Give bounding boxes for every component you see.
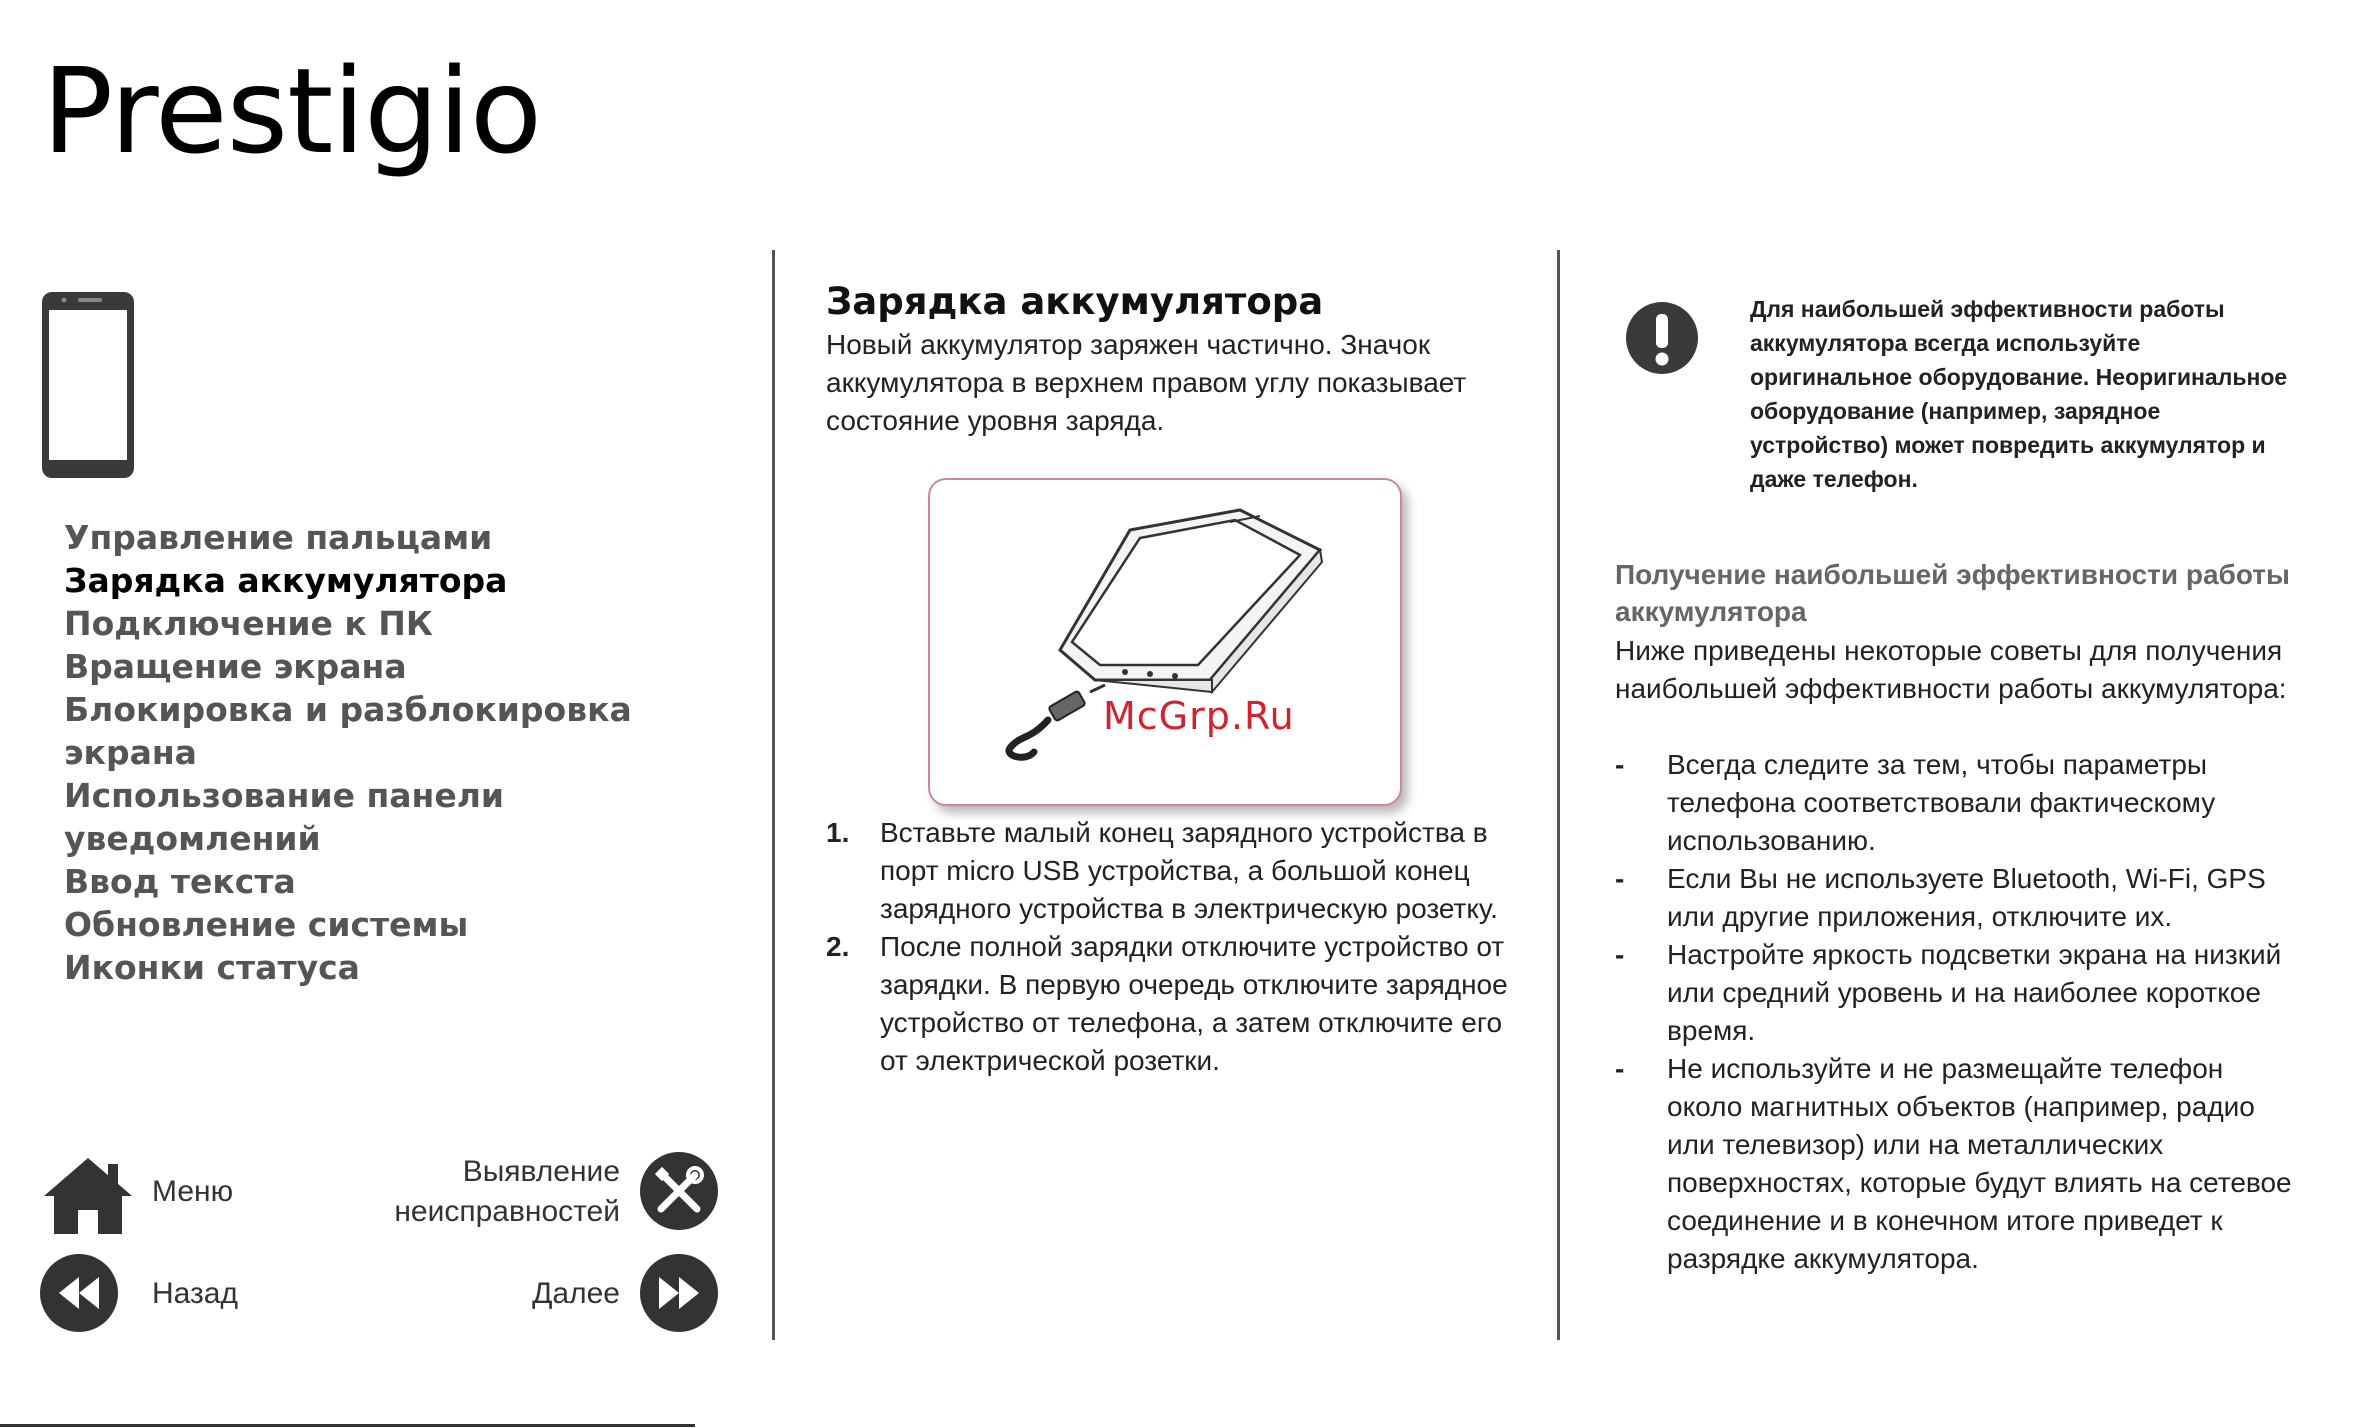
charging-illustration bbox=[928, 478, 1402, 806]
step-text: После полной зарядки отключите устройство от зарядки. В первую очередь отключите зарядное устройство от телефона, а затем отключите его от электрической розетки. bbox=[880, 931, 1508, 1076]
back-label[interactable]: Назад bbox=[152, 1277, 238, 1310]
column-divider-left bbox=[772, 250, 775, 1340]
tools-icon bbox=[651, 1163, 707, 1219]
tip-text: Настройте яркость подсветки экрана на низкий или средний уровень и на наиболее короткое время. bbox=[1667, 939, 2282, 1046]
next-button[interactable] bbox=[640, 1254, 718, 1332]
step-number: 2. bbox=[826, 931, 850, 962]
nav-item-status-icons[interactable]: Иконки статуса bbox=[64, 948, 360, 987]
warning-text: Для наибольшей эффективности работы аккумулятора всегда используйте оригинальное оборудование. Неоригинальное оборудование (например, зарядное устройство) может повредить аккумулятор и даже телефон. bbox=[1750, 296, 2288, 492]
nav-item-screen-lock[interactable]: Блокировка и разблокировка экрана bbox=[64, 690, 632, 772]
nav-item-notification-panel[interactable]: Использование панели bbox=[64, 776, 505, 815]
section-nav bbox=[64, 516, 764, 989]
list-item bbox=[1615, 1050, 2295, 1278]
column-divider-right bbox=[1557, 250, 1560, 1340]
nav-item-system-update[interactable]: Обновление системы bbox=[64, 905, 469, 944]
back-button[interactable] bbox=[40, 1254, 118, 1332]
list-item bbox=[1615, 936, 2295, 1050]
troubleshoot-label-line1: Выявление bbox=[462, 1155, 620, 1188]
page-title: Зарядка аккумулятора bbox=[826, 280, 1324, 323]
bullet-dash: - bbox=[1615, 863, 1625, 894]
nav-item-text-input[interactable]: Ввод текста bbox=[64, 862, 296, 901]
nav-item-gestures[interactable]: Управление пальцами bbox=[64, 518, 493, 557]
menu-label[interactable]: Меню bbox=[152, 1175, 234, 1208]
list-item bbox=[1615, 746, 2295, 860]
nav-item-pc-connection[interactable]: Подключение к ПК bbox=[64, 604, 433, 643]
troubleshoot-button[interactable] bbox=[640, 1152, 718, 1230]
brand-logo: Prestigio bbox=[42, 42, 542, 180]
bullet-dash: - bbox=[1615, 939, 1625, 970]
tip-text: Не используйте и не размещайте телефон около магнитных объектов (например, радио или телевизор) или на металлических поверхностях, которые будут влиять на сетевое соединение и в конечном итоге приведет к разрядке аккумулятора. bbox=[1667, 1053, 2292, 1274]
tips-intro: Ниже приведены некоторые советы для получения наибольшей эффективности работы аккумулятора: bbox=[1615, 635, 2287, 704]
step-number: 1. bbox=[826, 817, 850, 848]
fast-forward-icon bbox=[655, 1273, 703, 1313]
list-item bbox=[826, 814, 1526, 928]
list-item bbox=[826, 928, 1526, 1080]
step-text: Вставьте малый конец зарядного устройства в порт micro USB устройства, а большой конец зарядного устройства в электрическую розетку. bbox=[880, 817, 1498, 924]
bottom-rule bbox=[0, 1424, 695, 1427]
tips-list bbox=[1615, 746, 2295, 1278]
nav-item-notification-panel-cont[interactable]: уведомлений bbox=[64, 819, 321, 858]
troubleshoot-label[interactable] bbox=[380, 1152, 620, 1232]
troubleshoot-label-line2: неисправностей bbox=[394, 1195, 620, 1228]
tip-text: Если Вы не используете Bluetooth, Wi-Fi, GPS или другие приложения, отключите их. bbox=[1667, 863, 2266, 932]
bullet-dash: - bbox=[1615, 1053, 1625, 1084]
exclamation-icon bbox=[1624, 300, 1700, 381]
tip-text: Всегда следите за тем, чтобы параметры телефона соответствовали фактическому использованию. bbox=[1667, 749, 2216, 856]
nav-item-screen-rotation[interactable]: Вращение экрана bbox=[64, 647, 407, 686]
next-label[interactable]: Далее bbox=[532, 1277, 620, 1310]
menu-button[interactable] bbox=[40, 1154, 136, 1241]
nav-item-charging[interactable]: Зарядка аккумулятора bbox=[64, 561, 508, 600]
bullet-dash: - bbox=[1615, 749, 1625, 780]
phone-icon bbox=[40, 290, 136, 485]
phone-charging-icon bbox=[930, 480, 1400, 804]
intro-paragraph: Новый аккумулятор заряжен частично. Значок аккумулятора в верхнем правом углу показывает состояние уровня заряда. bbox=[826, 329, 1467, 436]
instruction-steps bbox=[826, 814, 1526, 1080]
watermark: McGrp.Ru bbox=[1103, 694, 1295, 738]
tips-heading: Получение наибольшей эффективности работы аккумулятора bbox=[1615, 559, 2290, 627]
home-icon bbox=[40, 1154, 136, 1236]
rewind-icon bbox=[55, 1273, 103, 1313]
list-item bbox=[1615, 860, 2295, 936]
